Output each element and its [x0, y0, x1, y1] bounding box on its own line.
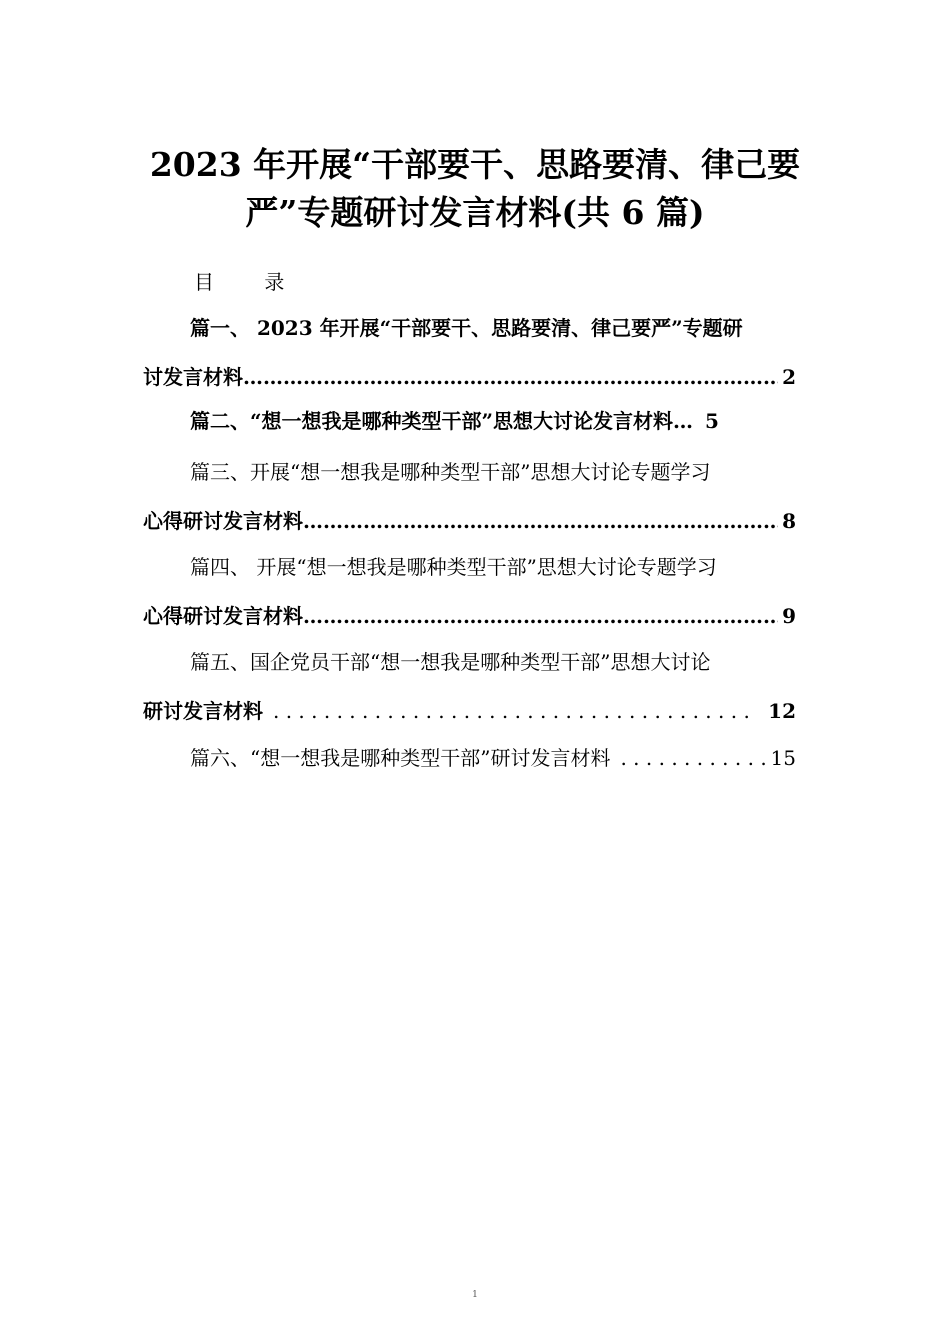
toc-entry-1-page: 2 — [782, 365, 796, 389]
toc-entry-2[interactable] — [190, 407, 796, 435]
document-title-line-1: 2023 年开展“干部要干、思路要清、律己要 — [149, 145, 801, 184]
toc-entry-5-line-2[interactable] — [143, 697, 796, 725]
toc-entry-1-title-end: 讨发言材料 — [143, 365, 243, 389]
toc-entry-4-title-end: 心得研讨发言材料 — [143, 604, 303, 628]
toc-entry-6-leader — [610, 744, 768, 772]
toc-entry-6[interactable] — [190, 744, 796, 772]
toc-entry-5-page: 12 — [768, 699, 796, 723]
toc-entry-5-line-1[interactable]: 篇五、国企党员干部“想一想我是哪种类型干部”思想大讨论 — [190, 650, 711, 674]
toc-entry-4-line-2[interactable] — [143, 602, 796, 630]
toc-entry-2-page: 5 — [705, 409, 719, 433]
toc-entry-4-page: 9 — [782, 604, 796, 628]
toc-entry-3-title-end: 心得研讨发言材料 — [143, 509, 303, 533]
toc-entry-1-leader — [243, 363, 778, 391]
toc-entry-6-title: 篇六、“想一想我是哪种类型干部”研讨发言材料 — [190, 746, 611, 770]
toc-entry-3-line-1[interactable]: 篇三、开展“想一想我是哪种类型干部”思想大讨论专题学习 — [190, 460, 711, 484]
document-title-line-2: 严”专题研讨发言材料(共 6 篇) — [245, 193, 705, 232]
toc-entry-4-leader — [303, 602, 778, 630]
page-number: 1 — [472, 1290, 478, 1300]
toc-entry-1-line-2[interactable] — [143, 363, 796, 391]
toc-entry-5-leader — [263, 697, 758, 725]
toc-entry-3-leader — [303, 507, 778, 535]
toc-entry-5-title-end: 研讨发言材料 — [143, 699, 263, 723]
toc-entry-3-line-2[interactable] — [143, 507, 796, 535]
toc-heading: 目 录 — [194, 270, 307, 294]
toc-entry-2-title: 篇二、“想一想我是哪种类型干部”思想大讨论发言材料… — [190, 409, 694, 433]
toc-entry-6-page: 15 — [770, 746, 796, 770]
toc-entry-1-line-1[interactable]: 篇一、 2023 年开展“干部要干、思路要清、律己要严”专题研 — [190, 316, 743, 340]
toc-entry-3-page: 8 — [782, 509, 796, 533]
toc-entry-4-line-1[interactable]: 篇四、 开展“想一想我是哪种类型干部”思想大讨论专题学习 — [190, 555, 717, 579]
